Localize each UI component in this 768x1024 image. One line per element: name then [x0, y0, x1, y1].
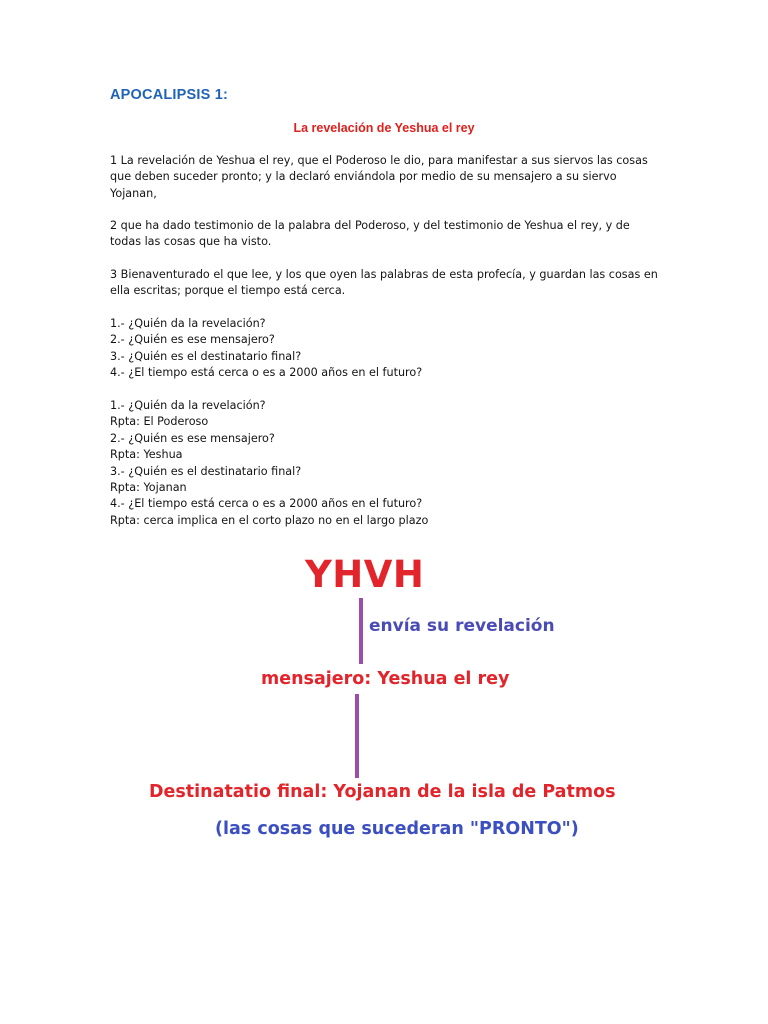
answer-item: 3.- ¿Quién es el destinatario final? [110, 464, 302, 478]
answer-item: 1.- ¿Quién da la revelación? [110, 399, 266, 412]
diagram-recipient: Destinatatio final: Yojanan de la isla de Patmos [149, 782, 616, 802]
verse-line: 3 Bienaventurado el que lee, y los que oyen las palabras de esta profecía, y guardan las cosas en [110, 268, 658, 281]
verse-2 [110, 218, 658, 251]
connector-line [359, 598, 363, 664]
chapter-heading: APOCALIPSIS 1: [110, 87, 229, 103]
verse-1 [110, 153, 658, 202]
question-item: 3.- ¿Quién es el destinatario final? [110, 349, 302, 363]
question-item: 2.- ¿Quién es ese mensajero? [110, 333, 275, 347]
question-item: 4.- ¿El tiempo está cerca o es a 2000 años en el futuro? [110, 366, 423, 380]
verse-line: que deben suceder pronto; y la declaró enviándola por medio de su mensajero a su siervo [110, 170, 617, 184]
section-title: La revelación de Yeshua el rey [293, 121, 475, 135]
answer-item: Rpta: El Poderoso [110, 415, 209, 429]
verse-line: ella escritas; porque el tiempo está cerca. [110, 284, 346, 298]
answer-item: 2.- ¿Quién es ese mensajero? [110, 431, 275, 445]
verse-3 [110, 267, 658, 300]
diagram-source: YHVH [305, 553, 425, 596]
verse-line: 1 La revelación de Yeshua el rey, que el Poderoso le dio, para manifestar a sus siervos las cosas [110, 154, 648, 167]
verse-line: 2 que ha dado testimonio de la palabra del Poderoso, y del testimonio de Yeshua el rey, y de [110, 219, 630, 232]
diagram-note: (las cosas que sucederan "PRONTO") [215, 819, 579, 839]
answer-item: Rpta: cerca implica en el corto plazo no en el largo plazo [110, 513, 429, 527]
answer-item: 4.- ¿El tiempo está cerca o es a 2000 años en el futuro? [110, 497, 423, 511]
diagram-messenger: mensajero: Yeshua el rey [261, 669, 510, 689]
diagram-action: envía su revelación [369, 616, 555, 636]
connector-line [355, 694, 359, 778]
answer-item: Rpta: Yeshua [110, 448, 183, 462]
answer-list [110, 398, 658, 529]
answer-item: Rpta: Yojanan [110, 481, 187, 495]
verse-line: Yojanan, [110, 186, 157, 200]
revelation-diagram [0, 545, 768, 865]
verse-line: todas las cosas que ha visto. [110, 235, 272, 249]
question-item: 1.- ¿Quién da la revelación? [110, 317, 266, 330]
question-list [110, 316, 658, 382]
